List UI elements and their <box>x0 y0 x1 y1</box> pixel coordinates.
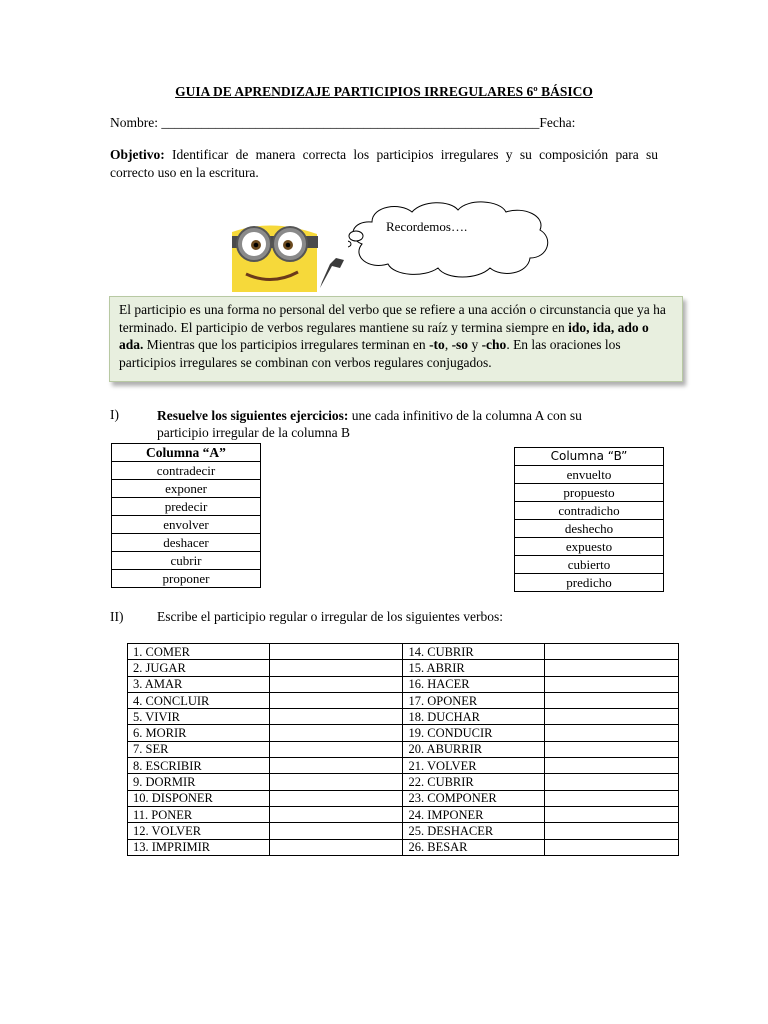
info-text-3: , <box>444 337 452 352</box>
table-row <box>128 839 679 855</box>
table-row <box>128 676 679 692</box>
verbs-table <box>127 643 679 856</box>
verb-cell: 25. DESHACER <box>403 823 545 839</box>
column-b-item: cubierto <box>515 556 664 574</box>
objetivo-paragraph <box>110 146 658 182</box>
table-row <box>128 725 679 741</box>
answer-cell[interactable] <box>545 806 679 822</box>
verb-cell: 18. DUCHAR <box>403 709 545 725</box>
verb-cell: 1. COMER <box>128 644 270 660</box>
column-b-table <box>514 447 664 592</box>
answer-cell[interactable] <box>269 725 403 741</box>
table-row <box>128 644 679 660</box>
column-a-item: cubrir <box>112 552 261 570</box>
table-row <box>128 692 679 708</box>
verb-cell: 11. PONER <box>128 806 270 822</box>
answer-cell[interactable] <box>269 758 403 774</box>
answer-cell[interactable] <box>269 660 403 676</box>
section-1-bold: Resuelve los siguientes ejercicios: <box>157 408 349 423</box>
answer-cell[interactable] <box>545 709 679 725</box>
answer-cell[interactable] <box>545 774 679 790</box>
answer-cell[interactable] <box>545 758 679 774</box>
table-row <box>128 806 679 822</box>
info-text-5: . En las oraciones los participios irregulares se combinan con verbos regulares conjugados. <box>119 337 621 370</box>
column-a-item: predecir <box>112 498 261 516</box>
thought-cloud-icon <box>342 200 554 280</box>
answer-cell[interactable] <box>545 660 679 676</box>
answer-cell[interactable] <box>269 676 403 692</box>
column-b-header: Columna “B” <box>515 448 664 466</box>
column-b-item: propuesto <box>515 484 664 502</box>
section-2-instructions: Escribe el participio regular o irregular de los siguientes verbos: <box>157 609 504 624</box>
verb-cell: 26. BESAR <box>403 839 545 855</box>
answer-cell[interactable] <box>545 741 679 757</box>
answer-cell[interactable] <box>545 692 679 708</box>
column-b-item: predicho <box>515 574 664 592</box>
table-row <box>128 741 679 757</box>
verb-cell: 24. IMPONER <box>403 806 545 822</box>
section-1-number: I) <box>110 407 119 422</box>
nombre-fecha-line: Nombre: ________________________________________________________Fecha: <box>110 115 576 130</box>
info-bold-1: ido, ida, ado o ada. <box>119 319 649 352</box>
column-b-item: deshecho <box>515 520 664 538</box>
info-bold-4: -cho <box>481 337 507 352</box>
verb-cell: 14. CUBRIR <box>403 644 545 660</box>
recordemos-text: Recordemos…. <box>386 219 468 234</box>
verb-cell: 8. ESCRIBIR <box>128 758 270 774</box>
section-1-text: une cada infinitivo de la columna A con su participio irregular de la columna B <box>157 408 582 440</box>
answer-cell[interactable] <box>545 676 679 692</box>
table-row <box>128 790 679 806</box>
verb-cell: 19. CONDUCIR <box>403 725 545 741</box>
answer-cell[interactable] <box>269 709 403 725</box>
column-a-item: proponer <box>112 570 261 588</box>
verb-cell: 15. ABRIR <box>403 660 545 676</box>
verb-cell: 20. ABURRIR <box>403 741 545 757</box>
answer-cell[interactable] <box>269 692 403 708</box>
verb-cell: 12. VOLVER <box>128 823 270 839</box>
answer-cell[interactable] <box>269 839 403 855</box>
column-a-header: Columna “A” <box>112 444 261 462</box>
verb-cell: 23. COMPONER <box>403 790 545 806</box>
answer-cell[interactable] <box>269 790 403 806</box>
verb-cell: 22. CUBRIR <box>403 774 545 790</box>
column-a-item: contradecir <box>112 462 261 480</box>
verb-cell: 16. HACER <box>403 676 545 692</box>
answer-cell[interactable] <box>545 823 679 839</box>
answer-cell[interactable] <box>269 741 403 757</box>
answer-cell[interactable] <box>545 839 679 855</box>
info-bold-2: -to <box>429 337 445 352</box>
info-bold-3: -so <box>451 337 469 352</box>
answer-cell[interactable] <box>269 774 403 790</box>
info-text-1: El participio es una forma no personal del verbo que se refiere a una acción o circunstancia que ya ha terminado. El participio de verbos regulares mantiene su raíz y termina siempre en <box>119 302 666 335</box>
verb-cell: 9. DORMIR <box>128 774 270 790</box>
verb-cell: 21. VOLVER <box>403 758 545 774</box>
section-2-number: II) <box>110 609 124 624</box>
verb-cell: 2. JUGAR <box>128 660 270 676</box>
verb-cell: 6. MORIR <box>128 725 270 741</box>
answer-cell[interactable] <box>269 823 403 839</box>
column-a-item: envolver <box>112 516 261 534</box>
column-a-table <box>111 443 261 588</box>
verb-cell: 17. OPONER <box>403 692 545 708</box>
participio-definition-box <box>109 296 683 382</box>
answer-cell[interactable] <box>269 806 403 822</box>
answer-cell[interactable] <box>269 644 403 660</box>
verb-cell: 7. SER <box>128 741 270 757</box>
verb-cell: 10. DISPONER <box>128 790 270 806</box>
verb-cell: 13. IMPRIMIR <box>128 839 270 855</box>
column-b-item: envuelto <box>515 466 664 484</box>
minion-picture-icon <box>232 222 348 292</box>
table-row <box>128 709 679 725</box>
column-b-item: expuesto <box>515 538 664 556</box>
info-text-4: y <box>468 337 482 352</box>
table-row <box>128 823 679 839</box>
objetivo-label: Objetivo: <box>110 147 165 162</box>
table-row <box>128 758 679 774</box>
answer-cell[interactable] <box>545 790 679 806</box>
info-text-2: Mientras que los participios irregulares terminan en <box>143 337 430 352</box>
table-row <box>128 774 679 790</box>
column-a-item: exponer <box>112 480 261 498</box>
objetivo-text: Identificar de manera correcta los participios irregulares y su composición para su correcto uso en la escritura. <box>110 147 658 180</box>
answer-cell[interactable] <box>545 725 679 741</box>
page-title: GUIA DE APRENDIZAJE PARTICIPIOS IRREGULARES 6º BÁSICO <box>175 84 593 99</box>
answer-cell[interactable] <box>545 644 679 660</box>
verb-cell: 4. CONCLUIR <box>128 692 270 708</box>
column-a-item: deshacer <box>112 534 261 552</box>
section-1-instructions <box>157 407 627 441</box>
verb-cell: 5. VIVIR <box>128 709 270 725</box>
column-b-item: contradicho <box>515 502 664 520</box>
table-row <box>128 660 679 676</box>
verb-cell: 3. AMAR <box>128 676 270 692</box>
